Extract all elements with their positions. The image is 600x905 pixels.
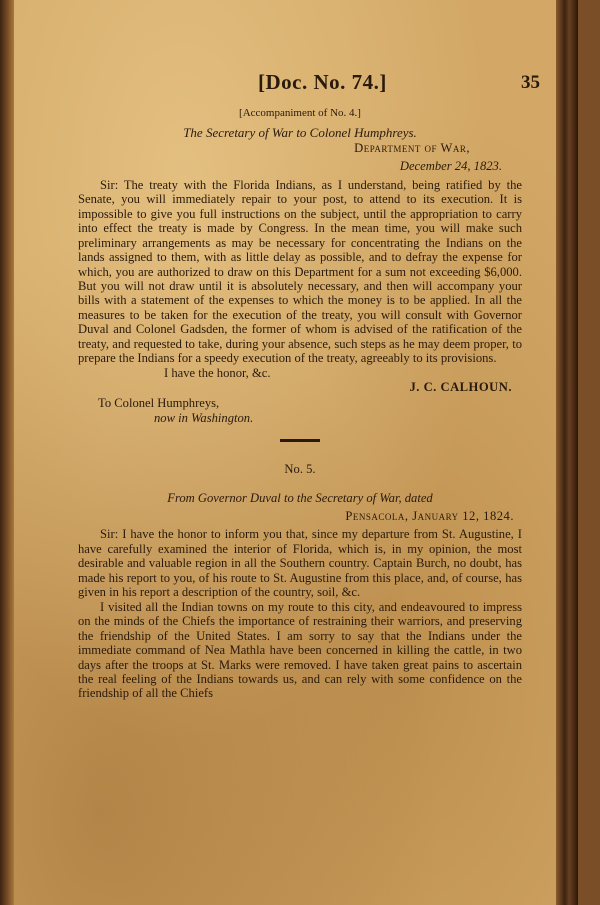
letter1-addressee: To Colonel Humphreys, xyxy=(98,396,220,411)
section-paragraph-2: I visited all the Indian towns on my route to this city, and endeavoured to impress on the minds of the Chiefs the importance of restraining their warriors, and preserving the friendship of the United States. I am sorry to say that the Indians under the immediate command of Nea Mathla have been concerned in killing the cattle, in two days after the troops at St. Marks were removed. I have taken great pains to ascertain the real feeling of the Indians towards us, and can rely with some confidence on the friendship of all the Chiefs xyxy=(78,599,522,701)
page-edge xyxy=(556,0,578,905)
section-title: From Governor Duval to the Secretary of War, dated xyxy=(167,490,433,505)
document-page xyxy=(14,0,578,905)
letter1-signature: J. C. CALHOUN. xyxy=(409,380,512,395)
letter1-closing: I have the honor, &c. xyxy=(164,365,271,380)
section-dateline: Pensacola, January 12, 1824. xyxy=(345,508,514,523)
page-number: 35 xyxy=(521,72,540,93)
letter1-date: December 24, 1823. xyxy=(399,159,502,174)
accompaniment-note: [Accompaniment of No. 4.] xyxy=(239,107,361,119)
letter1-department: Department of War, xyxy=(354,140,470,155)
page-header xyxy=(14,70,578,100)
book-binding xyxy=(0,0,14,905)
letter1-addressee-location: now in Washington. xyxy=(154,410,254,425)
section-number: No. 5. xyxy=(284,462,316,477)
section-divider xyxy=(280,439,320,442)
letter1-body: Sir: The treaty with the Florida Indians, as I understand, being ratified by the Senate, you will immediately repair to your post, to attend to its execution. It is impossible to give you full instructions on the subject, until the appropriation to carry into effect the treaty is made by Congress. In the mean time, you will make such preliminary arrangements as may be necessary for concentrating the Indians on the lands assigned to them, with as little delay as possible, and to defray the expense for which, you are authorized to draw on this Department for a sum not exceeding $6,000. But you will not draw until it is absolutely necessary, and then will accompany your bills with a statement of the expenses to which the money is to be applied. In all the measures to be taken for the execution of the treaty, you will consult with Governor Duval and Colonel Gadsden, the former of whom is advised of the ratification of the treaty, and requested to take, during your absence, such steps as he may deem proper, to prepare the Indians for a speedy execution of the treaty, agreeably to its provisions. xyxy=(78,177,522,366)
page-content xyxy=(78,106,522,701)
section-paragraph-1: Sir: I have the honor to inform you that, since my departure from St. Augustine, I have carefully examined the interior of Florida, which is, in my opinion, the most desirable and valuable region in all the Southern country. Captain Burch, no doubt, has made his report to you, of his route to St. Augustine from this place, and, of course, has given in his report a description of the country, soil, &c. xyxy=(78,527,522,600)
letter1-title: The Secretary of War to Colonel Humphreys. xyxy=(183,125,417,141)
doc-number: [Doc. No. 74.] xyxy=(258,70,387,94)
